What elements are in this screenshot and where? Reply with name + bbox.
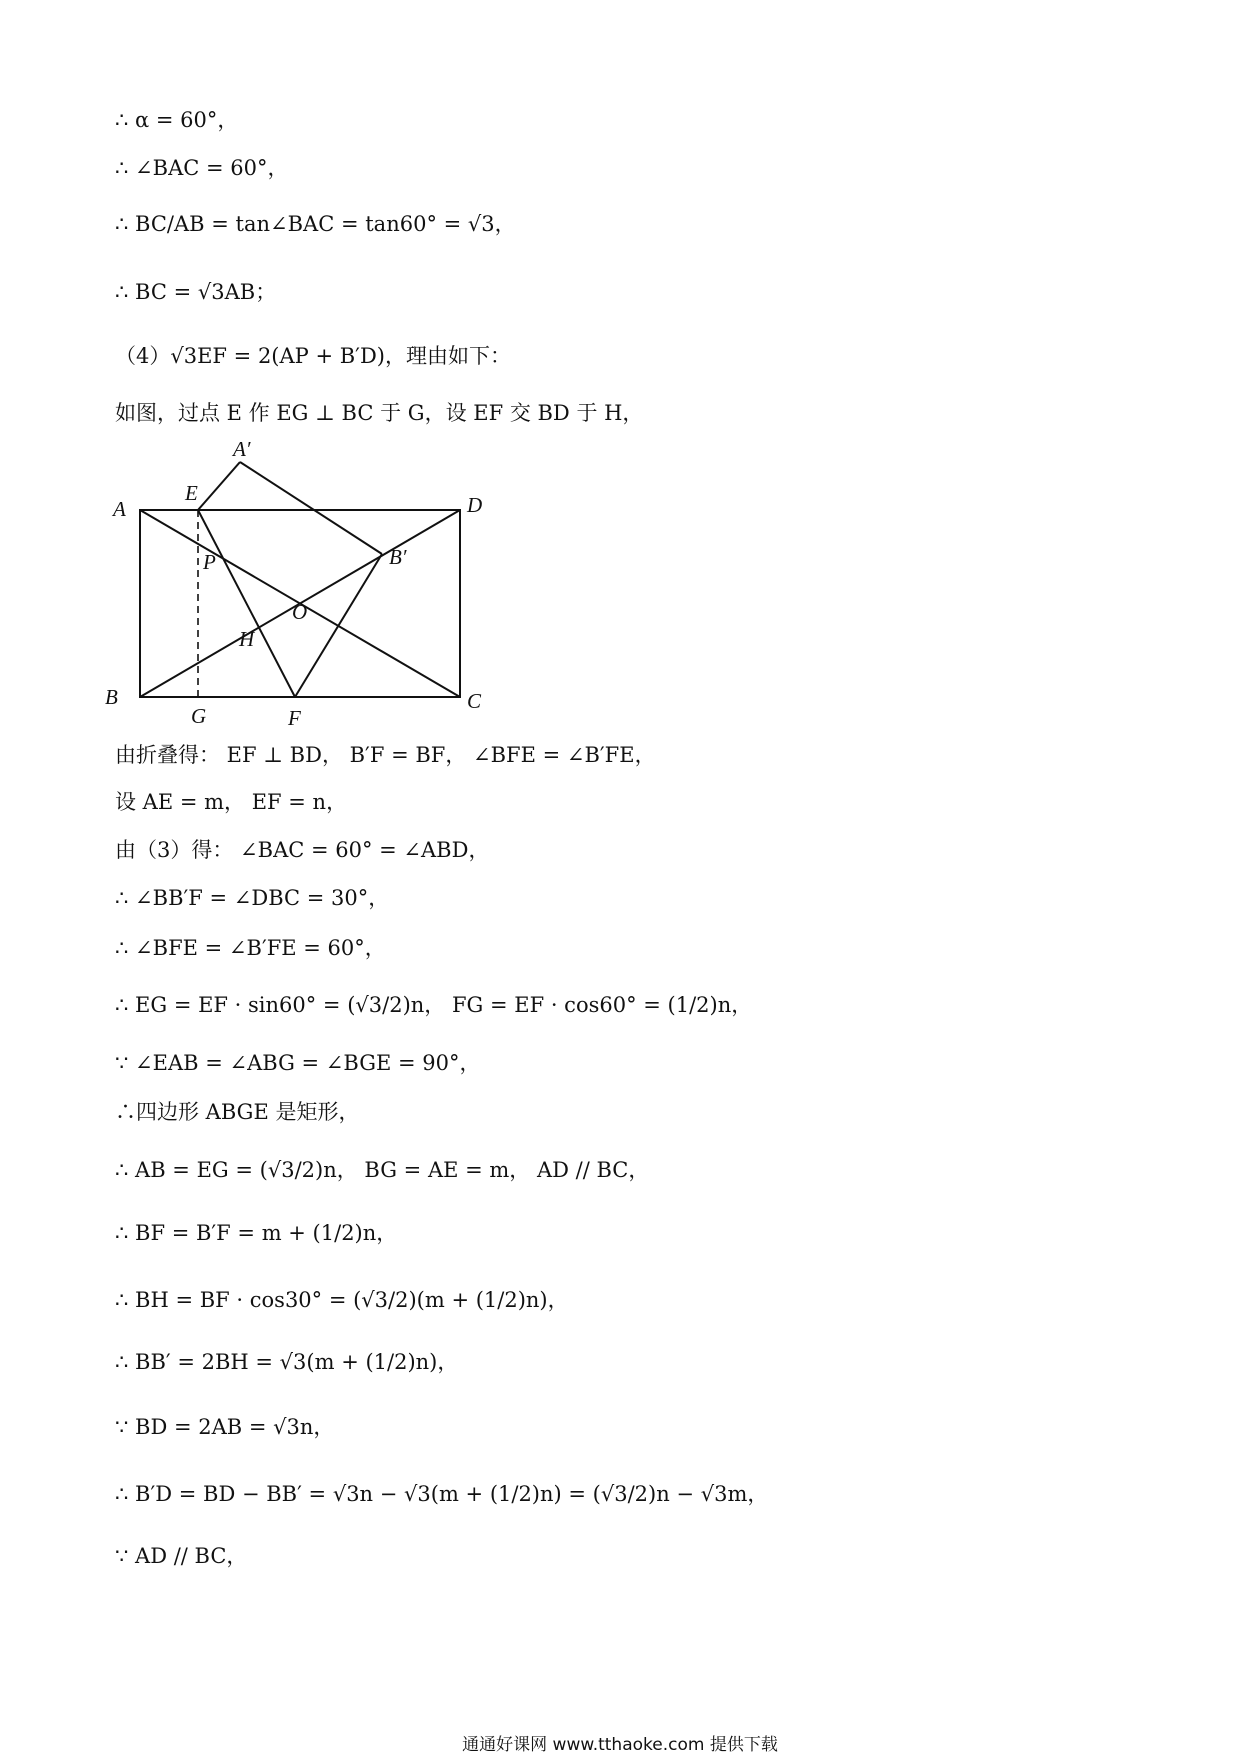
line-construction: 如图，过点 E 作 EG ⊥ BC 于 G，设 EF 交 BD 于 H，	[115, 401, 644, 425]
segment-ea-prime	[198, 462, 240, 510]
line-ab-eg: ∴ AB = EG = (√3/2)n， BG = AE = m， AD // BC，	[115, 1158, 650, 1182]
line-b-prime-d: ∴ B′D = BD − BB′ = √3n − √3(m + (1/2)n) = (√3/2)n − √3m，	[115, 1482, 769, 1506]
line-fold: 由折叠得： EF ⊥ BD， B′F = BF， ∠BFE = ∠B′FE，	[115, 743, 656, 767]
segment-a-prime-b-prime	[240, 462, 382, 554]
line-set-ae: 设 AE = m， EF = n，	[115, 790, 348, 814]
segment-b-prime-f	[295, 554, 382, 697]
label-b: B	[105, 685, 118, 709]
label-g: G	[191, 704, 207, 728]
line-angle-bbf: ∴ ∠BB′F = ∠DBC = 30°，	[115, 886, 390, 910]
label-a-prime: A′	[233, 437, 251, 461]
line-bb-prime: ∴ BB′ = 2BH = √3(m + (1/2)n)，	[115, 1350, 459, 1374]
label-f: F	[288, 706, 301, 730]
label-c: C	[467, 689, 482, 713]
line-bf: ∴ BF = B′F = m + (1/2)n，	[115, 1221, 398, 1245]
label-d: D	[467, 493, 483, 517]
segment-ef	[198, 510, 295, 697]
label-o: O	[292, 600, 308, 624]
label-a: A	[113, 497, 126, 521]
line-rectangle: ∴四边形 ABGE 是矩形，	[115, 1100, 360, 1124]
label-b-prime: B′	[389, 545, 407, 569]
line-ad-parallel: ∵ AD // BC，	[115, 1544, 248, 1568]
line-angle-bac: ∴ ∠BAC = 60°，	[115, 156, 289, 180]
geometry-figure	[105, 432, 505, 732]
line-from-3: 由（3）得： ∠BAC = 60° = ∠ABD，	[115, 838, 490, 862]
line-bh: ∴ BH = BF · cos30° = (√3/2)(m + (1/2)n)，	[115, 1288, 569, 1312]
page-footer: 通通好课网 www.tthaoke.com 提供下载	[462, 1735, 778, 1755]
line-tan: ∴ BC/AB = tan∠BAC = tan60° = √3，	[115, 212, 516, 236]
line-angle-bfe: ∴ ∠BFE = ∠B′FE = 60°，	[115, 936, 386, 960]
line-eg-fg: ∴ EG = EF · sin60° = (√3/2)n， FG = EF · cos60° = (1/2)n，	[115, 993, 753, 1017]
line-bc-ab: ∴ BC = √3AB；	[115, 280, 277, 304]
label-h: H	[239, 627, 255, 651]
line-right-angles: ∵ ∠EAB = ∠ABG = ∠BGE = 90°，	[115, 1051, 481, 1075]
line-bd: ∵ BD = 2AB = √3n，	[115, 1415, 335, 1439]
label-e: E	[185, 481, 198, 505]
line-part4: （4）√3EF = 2(AP + B′D)，理由如下：	[115, 344, 511, 368]
line-alpha: ∴ α = 60°，	[115, 108, 239, 132]
label-p: P	[203, 550, 216, 574]
